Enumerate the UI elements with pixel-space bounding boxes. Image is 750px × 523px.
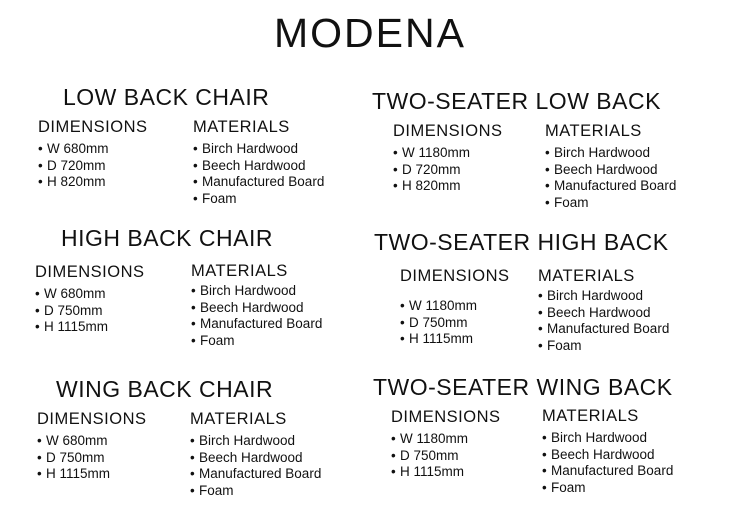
- dimension-item: • W 680mm: [35, 286, 145, 303]
- material-item: • Birch Hardwood: [190, 433, 321, 450]
- material-item: • Manufactured Board: [538, 321, 669, 338]
- material-item: • Manufactured Board: [542, 463, 673, 480]
- dimensions-section: [393, 122, 503, 195]
- dimensions-section: [38, 118, 148, 191]
- material-item: • Birch Hardwood: [545, 145, 676, 162]
- materials-list: [545, 145, 676, 211]
- dimensions-list: [35, 286, 145, 336]
- materials-heading: MATERIALS: [545, 122, 642, 140]
- materials-list: [193, 141, 324, 207]
- product-name: WING BACK CHAIR: [56, 376, 274, 402]
- materials-section: [191, 262, 322, 349]
- materials-section: [542, 407, 673, 496]
- material-item: • Beech Hardwood: [190, 450, 321, 467]
- material-item: • Foam: [190, 483, 321, 500]
- material-item: • Beech Hardwood: [545, 162, 676, 179]
- materials-list: [538, 288, 669, 354]
- page-title: MODENA: [274, 10, 466, 56]
- dimensions-list: [38, 141, 148, 191]
- dimension-item: • D 750mm: [35, 303, 145, 320]
- material-item: • Birch Hardwood: [191, 283, 322, 300]
- materials-section: [538, 267, 669, 354]
- material-item: • Beech Hardwood: [538, 305, 669, 322]
- dimensions-section: [37, 410, 147, 483]
- dimension-item: • D 750mm: [37, 450, 147, 467]
- material-item: • Foam: [191, 333, 322, 350]
- dimension-item: • D 720mm: [38, 158, 148, 175]
- dimension-item: • D 750mm: [400, 315, 510, 332]
- materials-heading: MATERIALS: [542, 407, 639, 425]
- dimensions-heading: DIMENSIONS: [35, 263, 145, 281]
- dimension-item: • W 1180mm: [393, 145, 503, 162]
- materials-list: [542, 430, 673, 496]
- material-item: • Birch Hardwood: [193, 141, 324, 158]
- dimensions-section: [391, 408, 501, 481]
- material-item: • Foam: [193, 191, 324, 208]
- product-name: HIGH BACK CHAIR: [61, 225, 273, 251]
- dimension-item: • D 720mm: [393, 162, 503, 179]
- material-item: • Beech Hardwood: [542, 447, 673, 464]
- dimension-item: • H 1115mm: [35, 319, 145, 336]
- material-item: • Manufactured Board: [545, 178, 676, 195]
- dimensions-list: [37, 433, 147, 483]
- material-item: • Birch Hardwood: [538, 288, 669, 305]
- dimensions-heading: DIMENSIONS: [391, 408, 501, 426]
- material-item: • Foam: [538, 338, 669, 355]
- dimension-item: • W 1180mm: [400, 298, 510, 315]
- materials-heading: MATERIALS: [538, 267, 635, 285]
- material-item: • Foam: [545, 195, 676, 212]
- dimension-item: • W 1180mm: [391, 431, 501, 448]
- materials-list: [191, 283, 322, 349]
- material-item: • Manufactured Board: [193, 174, 324, 191]
- materials-heading: MATERIALS: [193, 118, 290, 136]
- dimension-item: • H 1115mm: [37, 466, 147, 483]
- dimensions-list: [393, 145, 503, 195]
- dimension-item: • H 820mm: [38, 174, 148, 191]
- materials-list: [190, 433, 321, 499]
- dimensions-heading: DIMENSIONS: [393, 122, 503, 140]
- dimensions-heading: DIMENSIONS: [38, 118, 148, 136]
- materials-section: [190, 410, 321, 499]
- dimension-item: • D 750mm: [391, 448, 501, 465]
- product-name: TWO-SEATER LOW BACK: [372, 88, 661, 114]
- dimensions-heading: DIMENSIONS: [37, 410, 147, 428]
- dimension-item: • W 680mm: [37, 433, 147, 450]
- material-item: • Beech Hardwood: [193, 158, 324, 175]
- dimensions-list: [400, 298, 510, 348]
- dimension-item: • H 1115mm: [391, 464, 501, 481]
- material-item: • Foam: [542, 480, 673, 497]
- dimension-item: • H 820mm: [393, 178, 503, 195]
- material-item: • Birch Hardwood: [542, 430, 673, 447]
- dimension-item: • H 1115mm: [400, 331, 510, 348]
- product-name: TWO-SEATER WING BACK: [373, 374, 673, 400]
- materials-heading: MATERIALS: [191, 262, 288, 280]
- dimensions-heading: DIMENSIONS: [400, 267, 510, 285]
- dimensions-list: [391, 431, 501, 481]
- materials-section: [545, 122, 676, 211]
- dimensions-section: [35, 263, 145, 336]
- dimensions-section: [400, 267, 510, 348]
- dimension-item: • W 680mm: [38, 141, 148, 158]
- materials-section: [193, 118, 324, 207]
- materials-heading: MATERIALS: [190, 410, 287, 428]
- material-item: • Manufactured Board: [191, 316, 322, 333]
- material-item: • Beech Hardwood: [191, 300, 322, 317]
- material-item: • Manufactured Board: [190, 466, 321, 483]
- product-name: LOW BACK CHAIR: [63, 84, 270, 110]
- product-name: TWO-SEATER HIGH BACK: [374, 229, 669, 255]
